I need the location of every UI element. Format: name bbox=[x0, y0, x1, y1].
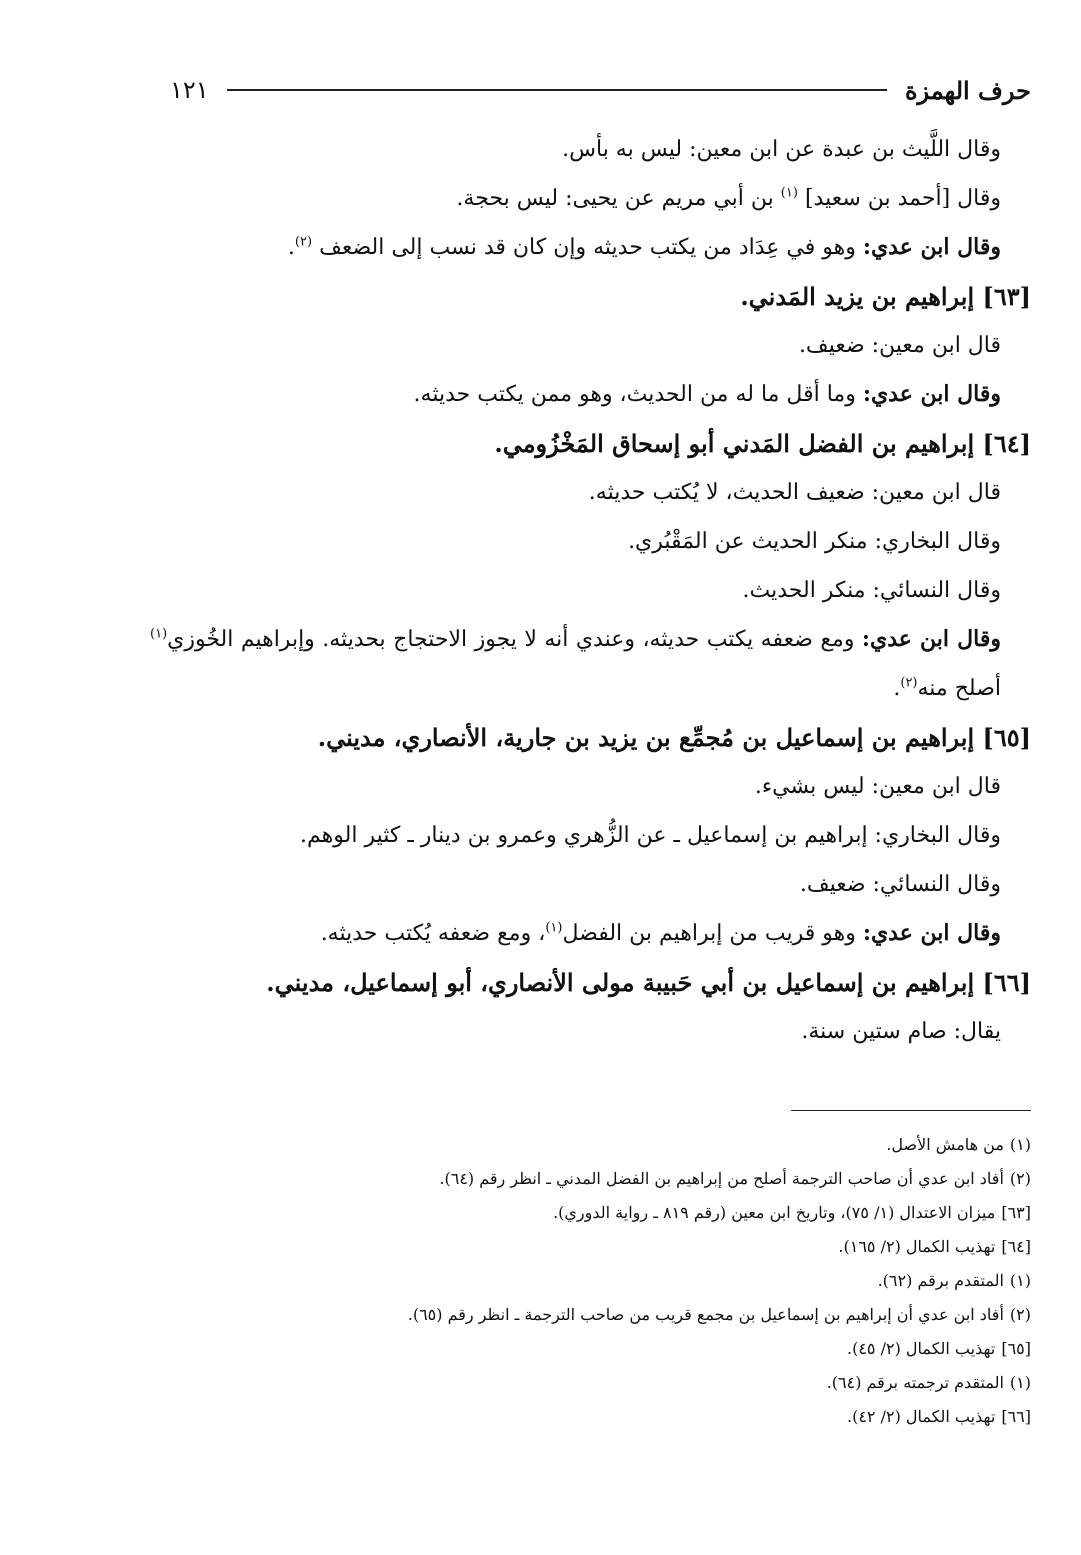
footnote-separator bbox=[791, 1110, 1031, 1111]
main-text bbox=[150, 125, 1031, 1056]
text-line bbox=[150, 174, 1031, 223]
text-line: وقال البخاري: إبراهيم بن إسماعيل ـ عن الزُّهري وعمرو بن دينار ـ كثير الوهم. bbox=[300, 823, 1001, 848]
footnote-number: (٢) bbox=[1009, 1169, 1031, 1188]
text-line bbox=[150, 370, 1031, 419]
footnote bbox=[150, 1162, 1031, 1196]
footnote-marker[interactable]: (١) bbox=[150, 626, 168, 642]
footnote-number: (١) bbox=[1009, 1271, 1031, 1290]
text-line: قال ابن معين: ضعيف الحديث، لا يُكتب حديثه. bbox=[588, 480, 1001, 505]
text-span: بن أبي مريم عن يحيى: ليس بحجة. bbox=[456, 186, 774, 211]
text-line: قال ابن معين: ليس بشيء. bbox=[754, 774, 1001, 799]
entry-heading-64: [٦٤] إبراهيم بن الفضل المَدني أبو إسحاق المَخْزُومي. bbox=[494, 429, 1031, 458]
page-content bbox=[150, 0, 1031, 1555]
speaker-label: وقال ابن عدي: bbox=[862, 234, 1001, 260]
running-header bbox=[170, 70, 1031, 110]
footnote-number: (١) bbox=[1009, 1135, 1031, 1154]
footnote-marker[interactable]: (١) bbox=[780, 185, 798, 201]
chapter-title: حرف الهمزة bbox=[904, 75, 1031, 105]
footnote bbox=[150, 1230, 1031, 1264]
footnote bbox=[150, 1332, 1031, 1366]
footnote-number: [٦٥] bbox=[1001, 1339, 1031, 1358]
speaker-label: وقال ابن عدي: bbox=[862, 381, 1001, 407]
text-span: . bbox=[893, 676, 901, 701]
footnote bbox=[150, 1264, 1031, 1298]
footnote-number: [٦٣] bbox=[1001, 1203, 1031, 1222]
text-line: يقال: صام ستين سنة. bbox=[801, 1019, 1001, 1044]
entry-heading-65: [٦٥] إبراهيم بن إسماعيل بن مُجمِّع بن يزيد بن جارية، الأنصاري، مديني. bbox=[317, 723, 1031, 752]
text-line bbox=[150, 909, 1031, 958]
text-span: وهو قريب من إبراهيم بن الفضل bbox=[562, 921, 856, 946]
footnote bbox=[150, 1128, 1031, 1162]
speaker-label: وقال ابن عدي: bbox=[862, 920, 1001, 946]
footnote-marker[interactable]: (٢) bbox=[294, 234, 313, 250]
text-line bbox=[150, 223, 1031, 272]
footnote-text: المتقدم ترجمته برقم (٦٤). bbox=[826, 1373, 1004, 1392]
footnote-number: (٢) bbox=[1009, 1305, 1031, 1324]
text-line: وقال البخاري: منكر الحديث عن المَقْبُري. bbox=[628, 529, 1001, 554]
footnote-text: المتقدم برقم (٦٢). bbox=[877, 1271, 1004, 1290]
text-line: وقال النسائي: ضعيف. bbox=[799, 872, 1001, 897]
footnote-text: من هامش الأصل. bbox=[886, 1135, 1004, 1154]
text-span: ومع ضعفه يكتب حديثه، وعندي أنه لا يجوز الاحتجاج بحديثه. وإبراهيم الخُوزي bbox=[167, 627, 855, 652]
footnote-marker[interactable]: (٢) bbox=[900, 675, 918, 691]
text-span: وما أقل ما له من الحديث، وهو ممن يكتب حديثه. bbox=[413, 382, 856, 407]
text-line: وقال النسائي: منكر الحديث. bbox=[742, 578, 1001, 603]
footnote-text: أفاد ابن عدي أن صاحب الترجمة أصلح من إبراهيم بن الفضل المدني ـ انظر رقم (٦٤). bbox=[439, 1169, 1004, 1188]
footnote-number: (١) bbox=[1009, 1373, 1031, 1392]
footnote-marker[interactable]: (١) bbox=[545, 920, 563, 936]
footnote bbox=[150, 1196, 1031, 1230]
footnote bbox=[150, 1400, 1031, 1434]
footnote-text: تهذيب الكمال (٢/ ٤٢). bbox=[847, 1407, 996, 1426]
header-rule bbox=[227, 89, 887, 91]
speaker-label: وقال ابن عدي: bbox=[861, 626, 1001, 652]
footnote bbox=[150, 1298, 1031, 1332]
footnote-text: تهذيب الكمال (٢/ ٤٥). bbox=[847, 1339, 996, 1358]
entry-heading-63: [٦٣] إبراهيم بن يزيد المَدني. bbox=[740, 282, 1031, 311]
footnote bbox=[150, 1366, 1031, 1400]
text-line bbox=[150, 125, 1031, 174]
text-span: أصلح منه bbox=[917, 676, 1001, 701]
text-paragraph bbox=[150, 615, 1031, 713]
text-span: وقال [أحمد بن سعيد] bbox=[804, 186, 1001, 211]
footnote-text: ميزان الاعتدال (١/ ٧٥)، وتاريخ ابن معين (رقم ٨١٩ ـ رواية الدوري). bbox=[553, 1203, 996, 1222]
text-span: وقال اللَّيث بن عبدة عن ابن معين: ليس به بأس. bbox=[562, 137, 1001, 162]
footnote-text: تهذيب الكمال (٢/ ١٦٥). bbox=[838, 1237, 996, 1256]
footnote-text: أفاد ابن عدي أن إبراهيم بن إسماعيل بن مجمع قريب من صاحب الترجمة ـ انظر رقم (٦٥). bbox=[407, 1305, 1004, 1324]
page-number: ١٢١ bbox=[170, 76, 209, 104]
text-line: قال ابن معين: ضعيف. bbox=[798, 333, 1001, 358]
footnote-number: [٦٤] bbox=[1001, 1237, 1031, 1256]
text-span: وهو في عِدَاد من يكتب حديثه وإن كان قد نسب إلى الضعف bbox=[319, 235, 856, 260]
footnote-number: [٦٦] bbox=[1001, 1407, 1031, 1426]
footnotes bbox=[150, 1128, 1031, 1434]
text-span: ، ومع ضعفه يُكتب حديثه. bbox=[320, 921, 546, 946]
text-span: . bbox=[287, 235, 295, 260]
entry-heading-66: [٦٦] إبراهيم بن إسماعيل بن أبي حَبيبة مولى الأنصاري، أبو إسماعيل، مديني. bbox=[266, 968, 1031, 997]
